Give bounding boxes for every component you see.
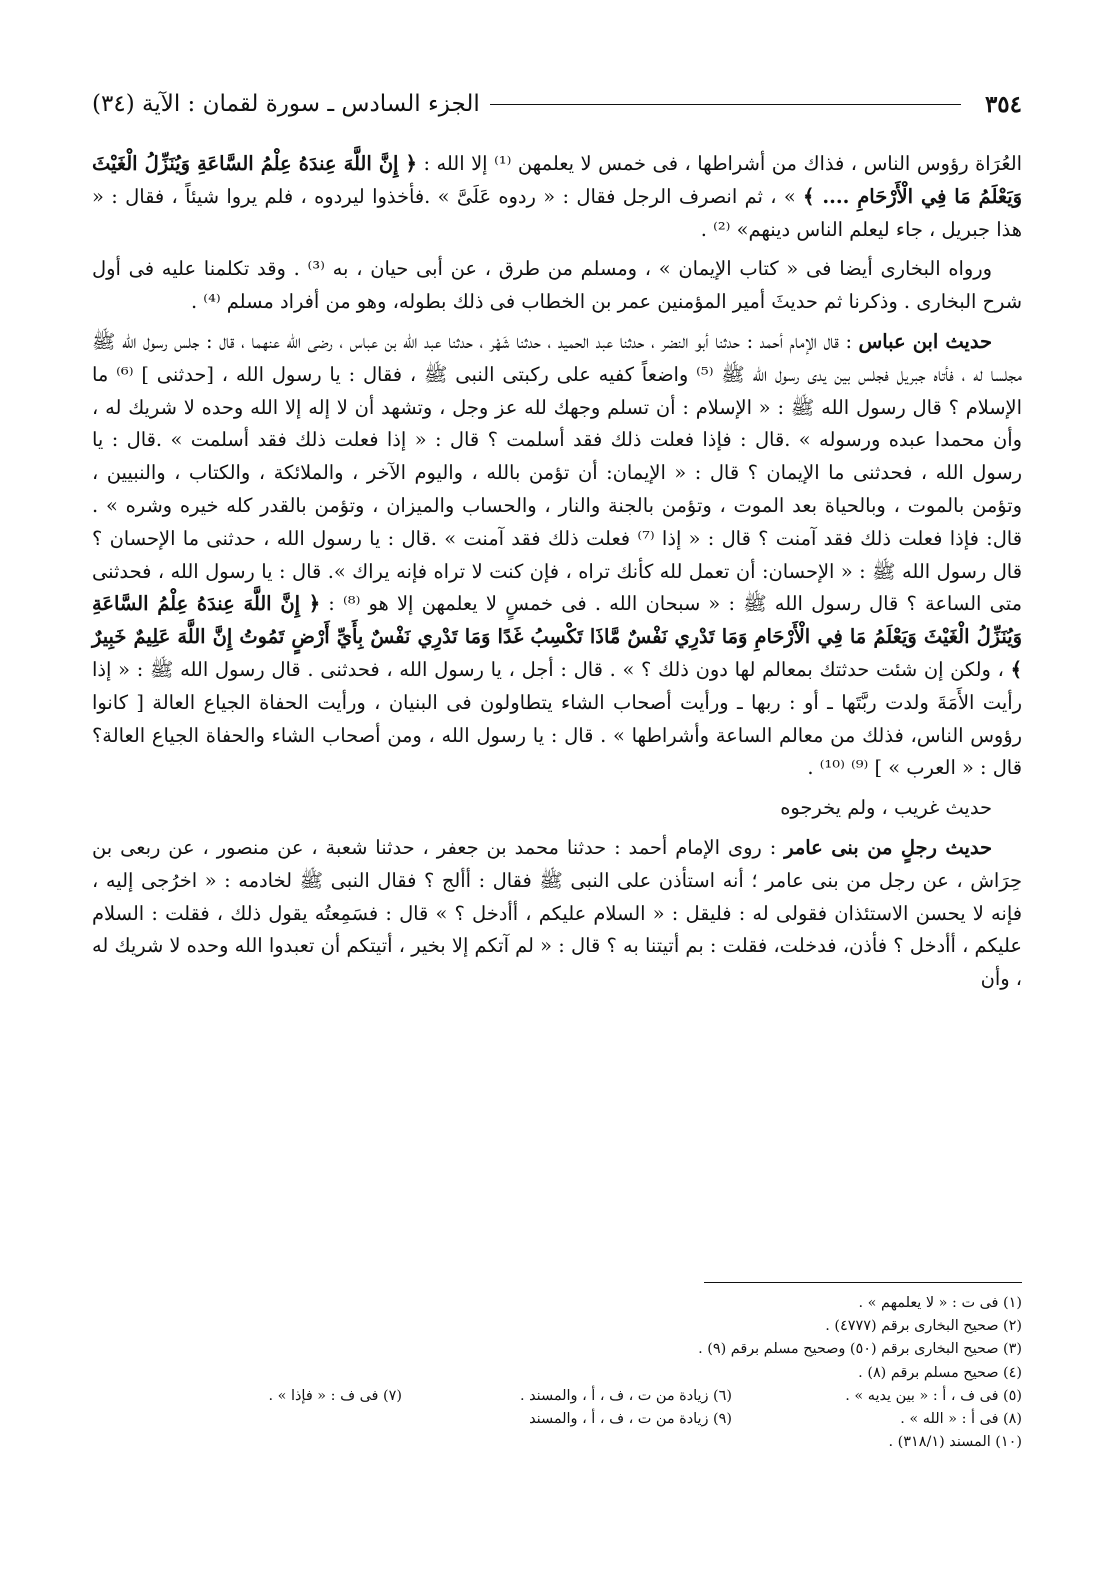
- paragraph-1: [92, 148, 1022, 246]
- footnotes-rule: [704, 1282, 1022, 1283]
- section-heading: حديث رجلٍ من بنى عامر: [784, 835, 993, 859]
- footnote-line: [92, 1362, 1022, 1385]
- footnote-2: (٢) صحيح البخارى برقم (٤٧٧٧) .: [825, 1318, 1022, 1335]
- footnote-line: [92, 1315, 1022, 1338]
- running-title: الجزء السادس ـ سورة لقمان : الآية (٣٤): [92, 91, 480, 117]
- footnotes: [92, 1292, 1022, 1454]
- footnote-8: (٨) فى أ : « الله » .: [900, 1411, 1022, 1428]
- footnote-9: (٩) زيادة من ت ، ف ، أ ، والمسند: [529, 1411, 732, 1428]
- page-number: ٣٥٤: [984, 90, 1022, 118]
- paragraph-3: [92, 326, 1022, 785]
- footnote-line: [92, 1338, 1022, 1361]
- footnote-line: [92, 1385, 1022, 1408]
- footnote-line: [92, 1408, 1022, 1431]
- text-run: ورواه البخارى أيضا فى « كتاب الإيمان » ، ومسلم من طرق ، عن أبى حيان ، به ⁽³⁾ . وقد تكلمنا عليه فى أول شرح البخارى . وذكرنا ثم حديثَ أمير المؤمنين عمر بن الخطاب فى ذلك بطوله، وهو من أفراد مسلم ⁽⁴⁾ .: [92, 257, 1022, 314]
- main-text: [92, 148, 1022, 1003]
- section-heading: حديث ابن عباس: [858, 329, 992, 353]
- footnote-4: (٤) صحيح مسلم برقم (٨) .: [858, 1364, 1022, 1381]
- text-run: » ، ثم انصرف الرجل فقال : « ردوه عَلَىَّ » .فأخذوا ليردوه ، فلم يروا شيئاً ، فقال : « هذا جبريل ، جاء ليعلم الناس دينهم» ⁽²⁾ .: [92, 184, 1022, 241]
- running-header: [92, 86, 1022, 122]
- paragraph-4: [92, 792, 1022, 825]
- footnote-3: (٣) صحيح البخارى برقم (٥٠) وصحيح مسلم برقم (٩) .: [698, 1341, 1022, 1358]
- footnote-line: [92, 1431, 1022, 1454]
- footnote-6: (٦) زيادة من ت ، ف ، أ ، والمسند .: [519, 1387, 732, 1404]
- quran-verse: ﴿ إِنَّ اللَّهَ عِندَهُ عِلْمُ السَّاعَةِ وَيُنَزِّلُ الْغَيْثَ وَيَعْلَمُ مَا فِي الْأَرْحَامِ .... ﴾: [92, 152, 1022, 208]
- text-run: حديث غريب ، ولم يخرجوه: [780, 796, 992, 820]
- text-run: : روى الإمام أحمد : حدثنا محمد بن جعفر ، حدثنا شعبة ، عن منصور ، عن ربعى بن حِرَاش ، عن رجل من بنى عامر ؛ أنه استأذن على النبى ﷺ فقال : أألج ؟ فقال النبى ﷺ لخادمه : « اخرُجى إليه ، فإنه لا يحسن الاستئذان فقولى له : فليقل : « السلام عليكم ، أأدخل ؟ » قال : فسَمِعتُه يقول ذلك ، فقلت : السلام عليكم ، أأدخل ؟ فأذن، فدخلت، فقلت : بم أتيتنا به ؟ قال : « لم آتكم إلا بخير ، أتيتكم أن تعبدوا الله وحده لا شريك له ، وأن: [92, 835, 1022, 991]
- text-run: : قال الإمام أحمد : حدثنا أبو النضر ، حدثنا عبد الحميد ، حدثنا شَهْر ، حدثنا عبد الله بن عباس ، رضى الله عنهما ، قال : جلس رسول الله ﷺ مجلسا له ، فأتاه جبريل فجلس بين يدى رسول الله ﷺ ⁽⁵⁾ واضعاً كفيه على ركبتى النبى ﷺ ، فقال : يا رسول الله ، [حدثنى ] ⁽⁶⁾ ما الإسلام ؟ قال رسول الله ﷺ : « الإسلام : أن تسلم وجهك لله عز وجل ، وتشهد أن لا إله إلا الله وحده لا شريك له ، وأن محمدا عبده ورسوله » .قال : فإذا فعلت ذلك فقد أسلمت ؟ قال : « إذا فعلت ذلك فقد أسلمت » .قال : يا رسول الله ، فحدثنى ما الإيمان ؟ قال : « الإيمان: أن تؤمن بالله ، واليوم الآخر ، والملائكة ، والكتاب ، والنبيين ، وتؤمن بالموت ، وبالحياة بعد الموت ، وتؤمن بالجنة والنار ، والحساب والميزان ، وتؤمن بالقدر كله خيره وشره » . قال: فإذا فعلت ذلك فقد آمنت ؟ قال : « إذا ⁽⁷⁾ فعلت ذلك فقد آمنت » .قال : يا رسول الله ، حدثنى ما الإحسان ؟ قال رسول الله ﷺ : « الإحسان: أن تعمل لله كأنك تراه ، فإن كنت لا تراه فإنه يراك ». قال : يا رسول الله ، فحدثنى متى الساعة ؟ قال رسول الله ﷺ : « سبحان الله . فى خمسٍ لا يعلمهن إلا هو ⁽⁸⁾ :: [92, 329, 1022, 616]
- footnote-1: (١) فى ت : « لا يعلمهم » .: [858, 1295, 1022, 1311]
- text-run: العُرَاة رؤوس الناس ، فذاك من أشراطها ، فى خمس لا يعلمهن ⁽¹⁾ إلا الله :: [416, 152, 1022, 175]
- paragraph-5: [92, 832, 1022, 996]
- header-rule: [490, 104, 961, 105]
- text-run: ، ولكن إن شئت حدثتك بمعالم لها دون ذلك ؟ » . قال : أجل ، يا رسول الله ، فحدثنى . قال رسول الله ﷺ : « إذا رأيت الأَمَةَ ولدت ربَّتَها ـ أو : ربها ـ ورأيت أصحاب الشاء يتطاولون فى البنيان ، ورأيت الحفاة الجياع العالة [ كانوا رؤوس الناس، فذلك من معالم الساعة وأشراطها » . قال : يا رسول الله ، ومن أصحاب الشاء والحفاة الجياع العالة؟ قال : « العرب » ] ⁽⁹⁾ ⁽¹⁰⁾ .: [92, 657, 1022, 780]
- paragraph-2: [92, 253, 1022, 319]
- footnote-10: (١٠) المسند (٣١٨/١) .: [888, 1434, 1022, 1451]
- footnote-7: (٧) فى ف : « فإذا » .: [268, 1387, 402, 1404]
- quran-verse: ﴿ إِنَّ اللَّهَ عِندَهُ عِلْمُ السَّاعَةِ وَيُنَزِّلُ الْغَيْثَ وَيَعْلَمُ مَا فِي الْأَرْحَامِ وَمَا تَدْرِي نَفْسٌ مَّاذَا تَكْسِبُ غَدًا وَمَا تَدْرِي نَفْسٌ بِأَيِّ أَرْضٍ تَمُوتُ إِنَّ اللَّهَ عَلِيمٌ خَبِيرٌ ﴾: [92, 592, 1022, 681]
- footnote-5: (٥) فى ف ، أ : « بين يديه » .: [845, 1387, 1022, 1404]
- footnote-line: [92, 1292, 1022, 1315]
